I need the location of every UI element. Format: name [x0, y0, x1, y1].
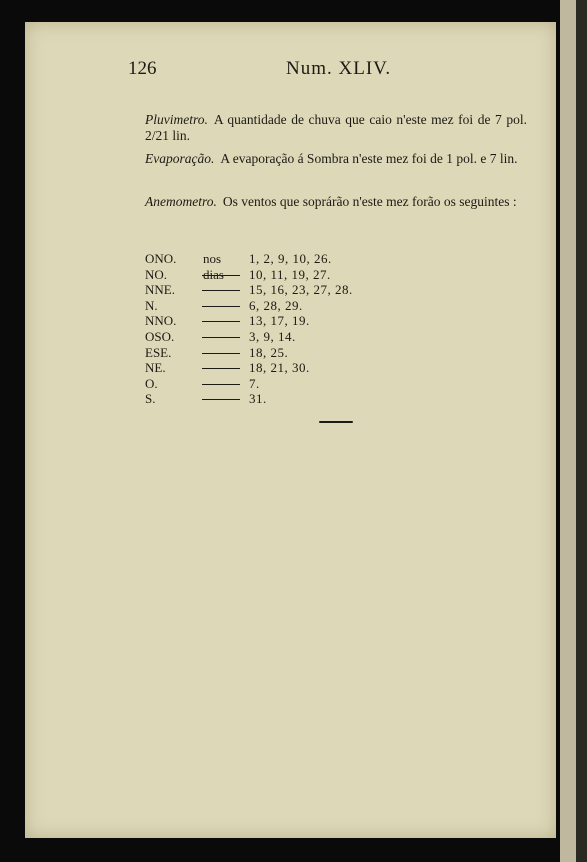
book-cover-edge: [576, 0, 587, 862]
wind-direction: NNO.: [145, 313, 177, 329]
dash-rule: [202, 337, 240, 338]
wind-days: 6, 28, 29.: [249, 297, 303, 313]
wind-days: 1, 2, 9, 10, 26.: [249, 251, 332, 266]
running-title: Num. XLIV.: [286, 58, 392, 79]
dash-rule: [202, 368, 240, 369]
wind-direction: ESE.: [145, 344, 172, 360]
paragraph-evaporacao: [145, 151, 527, 167]
paragraph-text: Os ventos que soprárão n'este mez forão os seguintes :: [222, 194, 517, 209]
dash-rule: [202, 399, 240, 400]
wind-days: 13, 17, 19.: [249, 313, 310, 329]
wind-days: 15, 16, 23, 27, 28.: [249, 282, 353, 298]
page-header: [128, 58, 524, 82]
paragraph-lead: Anemometro.: [145, 194, 217, 209]
paragraph-pluvimetro: [145, 112, 527, 144]
dash-rule: [202, 306, 240, 307]
wind-days: 7.: [249, 375, 260, 391]
wind-days: 10, 11, 19, 27.: [249, 266, 331, 282]
wind-days: 3, 9, 14.: [249, 328, 296, 344]
wind-direction: NE.: [145, 360, 166, 376]
dash-rule: [202, 275, 240, 276]
book-page: [25, 22, 556, 838]
wind-direction: NNE.: [145, 282, 175, 298]
wind-direction: O.: [145, 375, 158, 391]
wind-days: 18, 21, 30.: [249, 360, 310, 376]
section-end-ornament: [319, 419, 353, 425]
dash-rule: [202, 321, 240, 322]
bleed-through-text: [165, 207, 550, 807]
wind-direction: N.: [145, 297, 158, 313]
wind-days: 31.: [249, 391, 267, 407]
wind-direction: NO.: [145, 266, 168, 282]
wind-direction: ONO.: [145, 251, 177, 266]
page-number: 126: [128, 58, 157, 79]
dash-rule: [202, 384, 240, 385]
paragraph-lead: Evaporação.: [145, 151, 215, 166]
paragraph-text: A evaporação á Sombra n'este mez foi de 1 pol. e 7 lin.: [220, 151, 518, 166]
paragraph-anemometro: [145, 194, 527, 210]
wind-direction: S.: [145, 391, 156, 407]
wind-days: 18, 25.: [249, 344, 289, 360]
wind-separator: nos dias: [203, 251, 224, 282]
dash-rule: [202, 353, 240, 354]
paragraph-lead: Pluvimetro.: [145, 112, 208, 127]
wind-direction: OSO.: [145, 328, 175, 344]
dash-rule: [202, 290, 240, 291]
paragraph-text: A quantidade de chuva que caio n'este mez foi de 7 pol. 2/21 lin.: [145, 112, 527, 143]
